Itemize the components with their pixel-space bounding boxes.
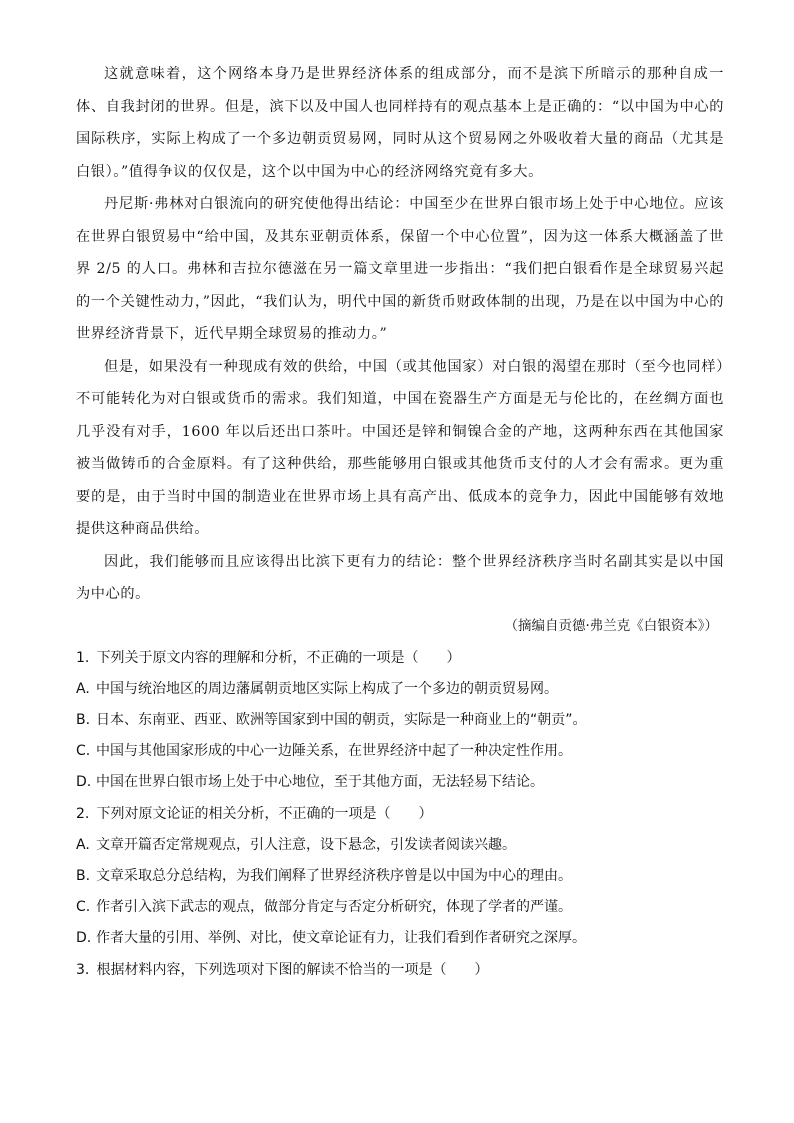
option-a[interactable] xyxy=(76,674,724,705)
question-1 xyxy=(76,643,724,799)
option-letter: D. xyxy=(76,774,92,791)
option-text: 文章采取总分总结构，为我们阐释了世界经济秩序曾是以中国为中心的理由。 xyxy=(96,867,572,884)
option-c[interactable] xyxy=(76,892,724,923)
option-d[interactable] xyxy=(76,767,724,798)
question-2 xyxy=(76,799,724,955)
question-text: 下列对原文论证的相关分析，不正确的一项是（ ） xyxy=(96,805,433,822)
question-text: 下列关于原文内容的理解和分析，不正确的一项是（ ） xyxy=(96,649,461,666)
question-text: 根据材料内容，下列选项对下图的解读不恰当的一项是（ ） xyxy=(96,961,489,978)
option-c[interactable] xyxy=(76,736,724,767)
option-letter: D. xyxy=(76,930,92,947)
document-page xyxy=(76,58,724,986)
option-letter: C. xyxy=(76,899,91,916)
option-text: 中国与统治地区的周边藩属朝贡地区实际上构成了一个多边的朝贡贸易网。 xyxy=(96,680,558,697)
question-number: 2. xyxy=(76,805,90,822)
option-text: 中国与其他国家形成的中心一边陲关系，在世界经济中起了一种决定性作用。 xyxy=(96,743,572,760)
option-text: 日本、东南亚、西亚、欧洲等国家到中国的朝贡，实际是一种商业上的“朝贡”。 xyxy=(96,711,587,728)
question-list xyxy=(76,643,724,986)
option-letter: C. xyxy=(76,743,91,760)
passage-paragraph-3: 但是，如果没有一种现成有效的供给，中国（或其他国家）对白银的渴望在那时（至今也同样）不可能转化为对白银或货币的需求。我们知道，中国在瓷器生产方面是无与伦比的，在丝绸方面也几乎没有对手，1600 年以后还出口茶叶。中国还是锌和铜镍合金的产地，这两种东西在其他国家被当做铸币的合金原料。有了这种供给，那些能够用白银或其他货币支付的人才会有需求。更为重要的是，由于当时中国的制造业在世界市场上具有高产出、低成本的竞争力，因此中国能够有效地提供这种商品供给。 xyxy=(76,358,724,537)
option-d[interactable] xyxy=(76,923,724,954)
option-text: 作者引入滨下武志的观点，做部分肯定与否定分析研究，体现了学者的严谨。 xyxy=(96,899,572,916)
question-number: 1. xyxy=(76,649,90,666)
option-b[interactable] xyxy=(76,861,724,892)
option-text: 中国在世界白银市场上处于中心地位，至于其他方面，无法轻易下结论。 xyxy=(96,774,544,791)
option-letter: A. xyxy=(76,836,90,853)
passage-paragraph-4: 因此，我们能够而且应该得出比滨下更有力的结论：整个世界经济秩序当时名副其实是以中国为中心的。 xyxy=(76,553,724,602)
passage-paragraph-1: 这就意味着，这个网络本身乃是世界经济体系的组成部分，而不是滨下所暗示的那种自成一体、自我封闭的世界。但是，滨下以及中国人也同样持有的观点基本上是正确的：“以中国为中心的国际秩序，实际上构成了一个多边朝贡贸易网，同时从这个贸易网之外吸收着大量的商品（尤其是白银）。”值得争议的仅仅是，这个以中国为中心的经济网络究竟有多大。 xyxy=(76,66,724,180)
question-3 xyxy=(76,955,724,986)
option-letter: A. xyxy=(76,680,90,697)
option-text: 作者大量的引用、举例、对比，使文章论证有力，让我们看到作者研究之深厚。 xyxy=(96,930,586,947)
passage-paragraph-2: 丹尼斯·弗林对白银流向的研究使他得出结论：中国至少在世界白银市场上处于中心地位。应该在世界白银贸易中“给中国，及其东亚朝贡体系，保留一个中心位置”，因为这一体系大概涵盖了世界 2/5 的人口。弗林和吉拉尔德滋在另一篇文章里进一步指出：“我们把白银看作是全球贸易兴起的一个关键性动力，”因此，“我们认为，明代中国的新货币财政体制的出现，乃是在以中国为中心的世界经济背景下，近代早期全球贸易的推动力。” xyxy=(76,196,724,342)
question-stem xyxy=(76,799,724,830)
option-b[interactable] xyxy=(76,705,724,736)
question-stem xyxy=(76,955,724,986)
passage-source: （摘编自贡德·弗兰克《白银资本》） xyxy=(504,617,718,634)
passage xyxy=(76,58,724,641)
option-a[interactable] xyxy=(76,830,724,861)
option-text: 文章开篇否定常规观点，引人注意，设下悬念，引发读者阅读兴趣。 xyxy=(96,836,516,853)
option-letter: B. xyxy=(76,711,91,728)
question-number: 3. xyxy=(76,961,90,978)
option-letter: B. xyxy=(76,867,91,884)
question-stem xyxy=(76,643,724,674)
